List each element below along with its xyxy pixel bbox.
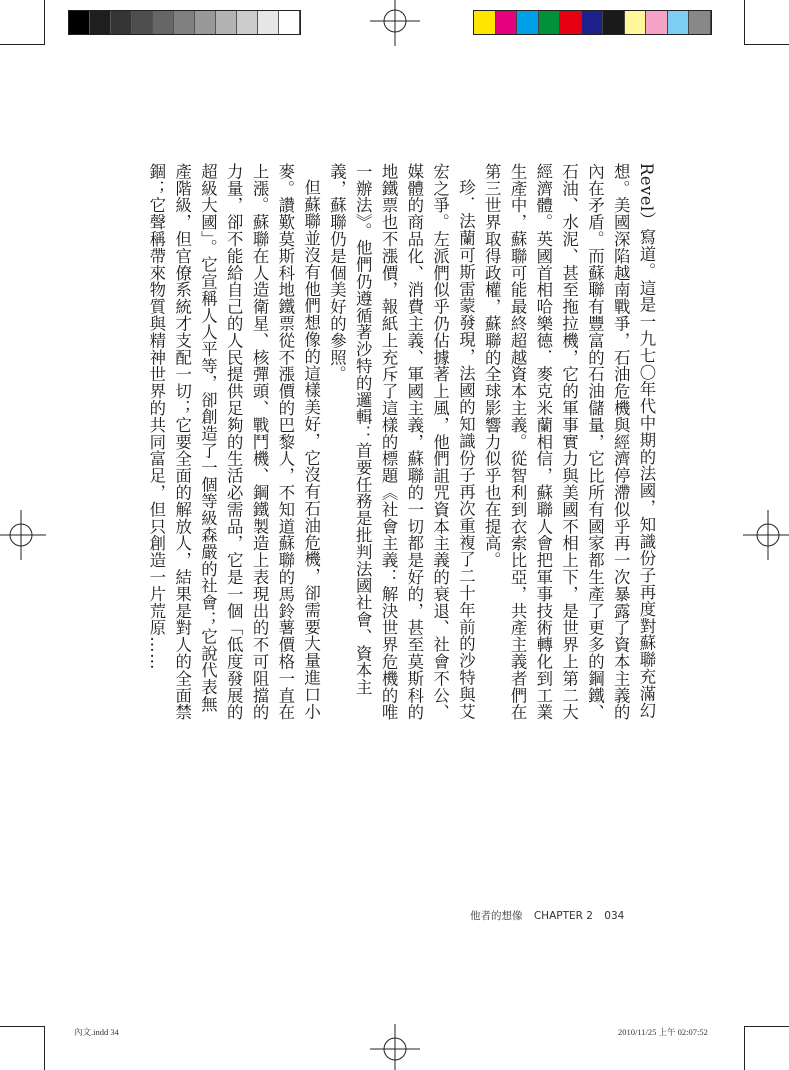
- color-swatch: [603, 11, 625, 34]
- color-swatch: [668, 11, 690, 34]
- cmyk-color-bar: [473, 10, 712, 35]
- slug-filename: 內文.indd 34: [74, 1027, 119, 1037]
- color-swatch: [195, 11, 216, 34]
- color-swatch: [474, 11, 496, 34]
- paragraph-1: Revel）寫道。這是一九七〇年代中期的法國，知識份子再度對蘇聯充滿幻想。美國深陷越南戰爭，石油危機與經濟停滯似乎再一次暴露了資本主義的內在矛盾。而蘇聯有豐富的石油儲量，它比所有國家都生產了更多的鋼鐵、石油、水泥、甚至拖拉機，它的軍事實力與美國不相上下，是世界上第二大經濟體。英國首相哈樂德．麥克米蘭相信，蘇聯人會把軍事技術轉化到工業生產中，蘇聯可能最終超越資本主義。從智利到衣索比亞，共產主義者們在第三世界取得政權，蘇聯的全球影響力似乎也在提高。: [482, 163, 656, 721]
- crop-mark-tl-h: [0, 44, 26, 45]
- color-swatch: [539, 11, 561, 34]
- crop-mark-br-h: [744, 1026, 789, 1027]
- color-swatch: [132, 11, 153, 34]
- page-number: 034: [604, 910, 625, 922]
- crop-mark-tl-h2: [26, 44, 45, 45]
- crop-mark-tl-v: [44, 0, 45, 26]
- color-swatch: [153, 11, 174, 34]
- color-swatch: [90, 11, 111, 34]
- vertical-body-text: [143, 163, 659, 723]
- crop-mark-bl-v: [44, 1026, 45, 1070]
- color-swatch: [111, 11, 132, 34]
- paragraph-2: 珍．法蘭可斯雷蒙發現，法國的知識份子再次重複了二十年前的沙特與艾宏之爭。左派們似乎仍佔據著上風，他們詛咒資本主義的衰退、社會不公、媒體的商品化、消費主義、軍國主義，蘇聯的一切都是好的，甚至莫斯科的地鐵票也不漲價，報紙上充斥了這樣的標題《社會主義：解決世界危機的唯一辦法》。他們仍遵循著沙特的邏輯：首要任務是批判法國社會、資本主義，蘇聯仍是個美好的參照。: [327, 163, 476, 721]
- crop-mark-tr-v: [744, 0, 745, 45]
- color-swatch: [582, 11, 604, 34]
- crop-mark-br-v: [744, 1026, 745, 1070]
- crop-mark-tl-v2: [44, 26, 45, 45]
- color-swatch: [496, 11, 518, 34]
- color-swatch: [237, 11, 258, 34]
- registration-mark-bottom: [370, 1024, 420, 1070]
- color-swatch: [560, 11, 582, 34]
- registration-mark-left: [0, 510, 46, 560]
- color-swatch: [258, 11, 279, 34]
- running-footer: [470, 908, 624, 923]
- crop-mark-tr-h2: [744, 44, 763, 45]
- chapter-label: CHAPTER 2: [533, 910, 593, 922]
- grayscale-color-bar: [68, 10, 301, 35]
- book-title: 他者的想像: [470, 910, 523, 922]
- registration-mark-right: [743, 510, 789, 560]
- registration-mark-top: [370, 0, 420, 46]
- crop-mark-bl-h: [0, 1026, 45, 1027]
- color-swatch: [174, 11, 195, 34]
- slug-timestamp: 2010/11/25 上午 02:07:52: [618, 1027, 708, 1037]
- color-swatch: [689, 11, 711, 34]
- paragraph-3: 但蘇聯並沒有他們想像的這樣美好，它沒有石油危機，卻需要大量進口小麥。讚歎莫斯科地鐵票從不漲價的巴黎人，不知道蘇聯的馬鈴薯價格一直在上漲。蘇聯在人造衛星、核彈頭、戰鬥機、鋼鐵製造上表現出的不可阻擋的力量，卻不能給自己的人民提供足夠的生活必需品，它是一個「低度發展的超級大國」。它宣稱人人平等，卻創造了一個等級森嚴的社會；它說代表無產階級，但官僚系統才支配一切；它要全面的解放人，結果是對人的全面禁錮；它聲稱帶來物質與精神世界的共同富足，但只創造一片荒原……: [146, 163, 321, 721]
- color-swatch: [517, 11, 539, 34]
- color-swatch: [646, 11, 668, 34]
- color-swatch: [279, 11, 300, 34]
- crop-mark-tr-h: [763, 44, 789, 45]
- color-swatch: [216, 11, 237, 34]
- color-swatch: [625, 11, 647, 34]
- color-swatch: [69, 11, 90, 34]
